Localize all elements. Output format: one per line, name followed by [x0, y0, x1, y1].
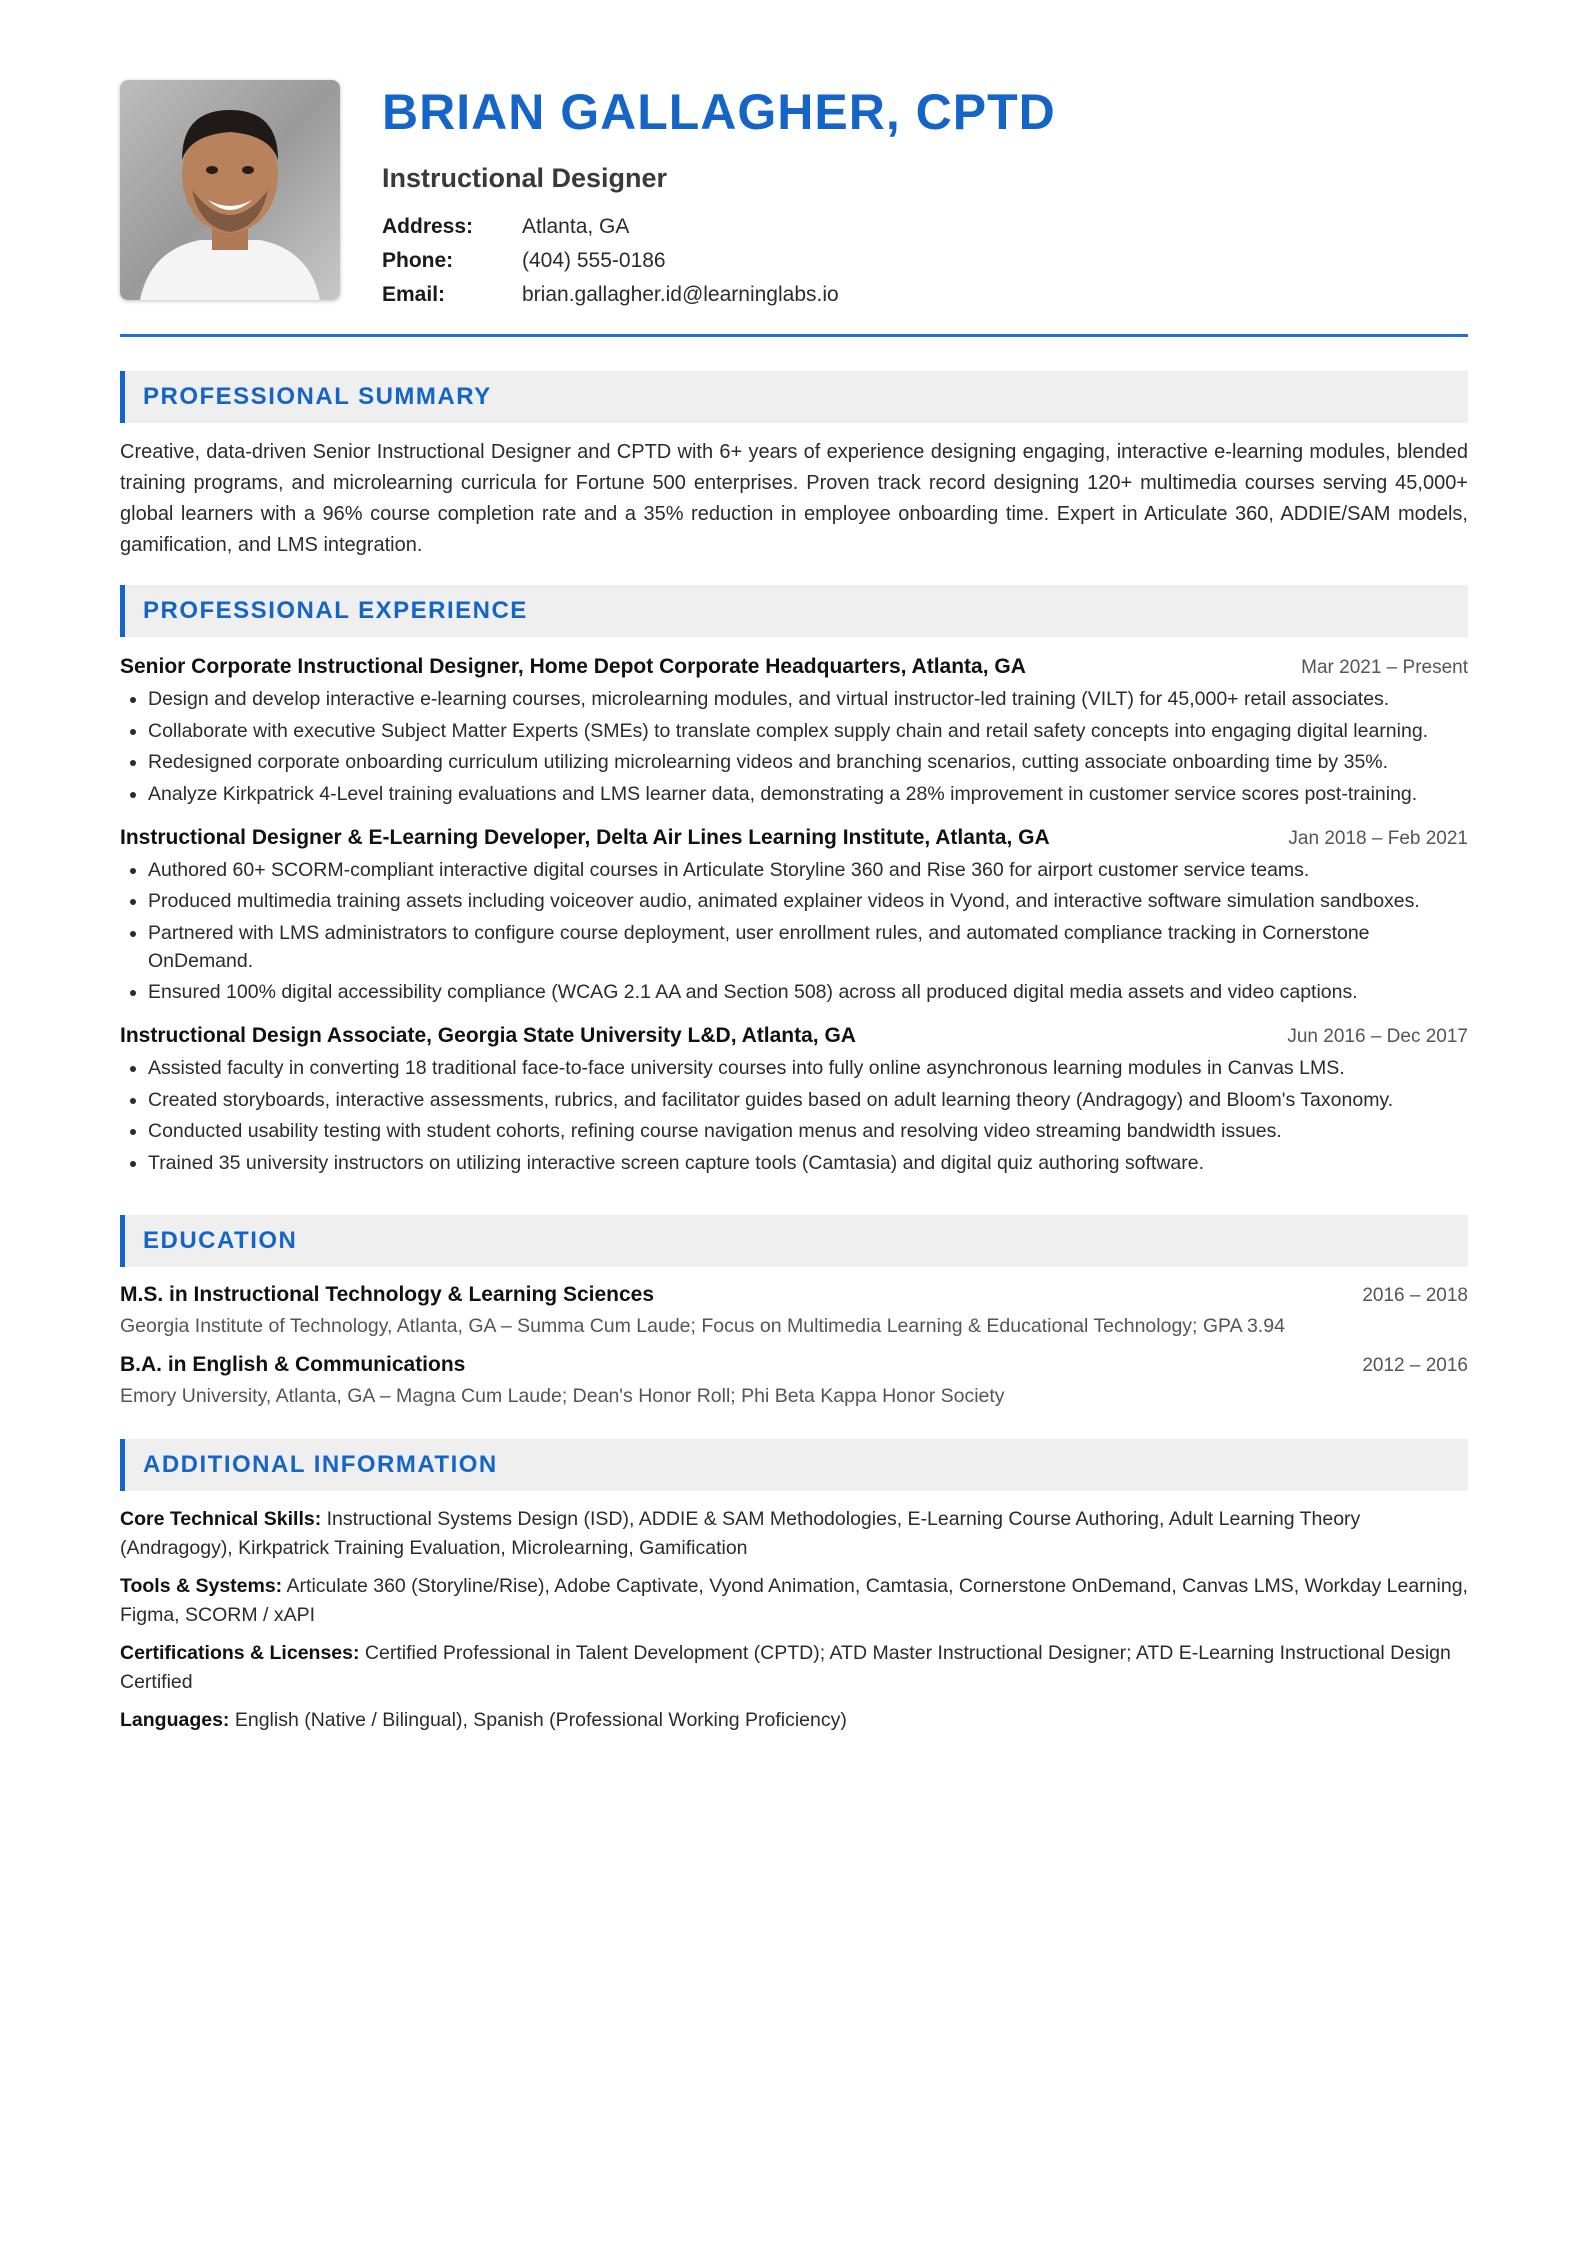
info-label: Core Technical Skills:: [120, 1507, 322, 1530]
job-bullet: • Trained 35 university instructors on utilizing interactive screen capture tools (Camtasia) and digital quiz authoring software.: [148, 1149, 1468, 1177]
info-text: Articulate 360 (Storyline/Rise), Adobe Captivate, Vyond Animation, Camtasia, Cornerstone OnDemand, Canvas LMS, Workday Learning, Figma, SCORM / xAPI: [120, 1574, 1468, 1626]
job-title: Senior Corporate Instructional Designer, Home Depot Corporate Headquarters, Atlanta, GA: [120, 655, 1026, 678]
contact-label: Email:: [382, 283, 446, 306]
education-entry: [120, 1279, 1468, 1341]
job-header: [120, 651, 1468, 683]
header-info: [382, 80, 1056, 312]
job-entry: [120, 822, 1468, 1007]
job-dates: Jan 2018 – Feb 2021: [1288, 827, 1468, 849]
job-bullet: • Analyze Kirkpatrick 4-Level training evaluations and LMS learner data, demonstrating a 28% improvement in customer service scores post-training.: [148, 780, 1468, 808]
info-core-skills: [120, 1505, 1468, 1563]
info-certifications: [120, 1639, 1468, 1697]
info-text: Certified Professional in Talent Development (CPTD); ATD Master Instructional Designer; ATD E-Learning Instructional Design Certified: [120, 1641, 1451, 1693]
job-bullet: • Conducted usability testing with student cohorts, refining course navigation menus and resolving video streaming bandwidth issues.: [148, 1117, 1468, 1145]
resume-header: [120, 0, 1468, 337]
education-dates: 2016 – 2018: [1362, 1284, 1468, 1306]
job-header: [120, 822, 1468, 854]
contact-email: [382, 278, 1056, 312]
job-bullet: • Created storyboards, interactive assessments, rubrics, and facilitator guides based on adult learning theory (Andragogy) and Bloom's Taxonomy.: [148, 1086, 1468, 1114]
education-detail: Georgia Institute of Technology, Atlanta, GA – Summa Cum Laude; Focus on Multimedia Learning & Educational Technology; GPA 3.94: [120, 1314, 1285, 1337]
info-tools: [120, 1572, 1468, 1630]
education-detail: Emory University, Atlanta, GA – Magna Cum Laude; Dean's Honor Roll; Phi Beta Kappa Honor Society: [120, 1384, 1005, 1407]
section-header-summary: [120, 371, 1468, 423]
contact-label: Phone:: [382, 249, 454, 272]
info-text: Instructional Systems Design (ISD), ADDIE & SAM Methodologies, E-Learning Course Authoring, Adult Learning Theory (Andragogy), Kirkpatrick Training Evaluation, Microlearning, Gamification: [120, 1507, 1361, 1559]
job-bullet: • Redesigned corporate onboarding curriculum utilizing microlearning videos and branching scenarios, cutting associate onboarding time by 35%.: [148, 748, 1468, 776]
job-header: [120, 1020, 1468, 1052]
info-text: English (Native / Bilingual), Spanish (Professional Working Proficiency): [229, 1708, 847, 1731]
job-bullet: • Produced multimedia training assets including voiceover audio, animated explainer videos in Vyond, and interactive software simulation sandboxes.: [148, 887, 1468, 915]
contact-value: brian.gallagher.id@learninglabs.io: [522, 283, 839, 306]
education-header: [120, 1279, 1468, 1311]
summary-text: Creative, data-driven Senior Instructional Designer and CPTD with 6+ years of experience designing engaging, interactive e-learning modules, blended training programs, and microlearning curricula for Fortune 500 enterprises. Proven track record designing 120+ multimedia courses serving 45,000+ global learners with a 96% course completion rate and a 35% reduction in employee onboarding time. Expert in Articulate 360, ADDIE/SAM models, gamification, and LMS integration.: [120, 441, 1468, 556]
contact-phone: [382, 244, 1056, 278]
job-bullet: • Partnered with LMS administrators to configure course deployment, user enrollment rules, and automated compliance tracking in Cornerstone OnDemand.: [148, 919, 1468, 975]
contact-value: Atlanta, GA: [522, 215, 630, 238]
info-label: Certifications & Licenses:: [120, 1641, 360, 1664]
job-bullet: • Design and develop interactive e-learning courses, microlearning modules, and virtual instructor-led training (VILT) for 45,000+ retail associates.: [148, 685, 1468, 713]
job-title: Instructional Design Associate, Georgia State University L&D, Atlanta, GA: [120, 1024, 856, 1047]
candidate-title: Instructional Designer: [382, 163, 668, 193]
info-languages: [120, 1706, 1468, 1735]
section-title: PROFESSIONAL SUMMARY: [143, 383, 492, 410]
job-dates: Mar 2021 – Present: [1301, 657, 1468, 678]
job-bullet: • Ensured 100% digital accessibility compliance (WCAG 2.1 AA and Section 508) across all produced digital media assets and video captions.: [148, 978, 1468, 1006]
contact-address: [382, 210, 1056, 244]
section-title: ADDITIONAL INFORMATION: [143, 1450, 498, 1478]
contact-value: (404) 555-0186: [522, 249, 666, 272]
job-bullet: • Authored 60+ SCORM-compliant interactive digital courses in Articulate Storyline 360 and Rise 360 for airport customer service teams.: [148, 856, 1468, 884]
job-entry: [120, 651, 1468, 808]
job-bullets: [120, 685, 1468, 808]
job-dates: Jun 2016 – Dec 2017: [1287, 1026, 1468, 1047]
candidate-name: BRIAN GALLAGHER, CPTD: [382, 84, 1056, 140]
contact-block: [382, 210, 1056, 312]
profile-photo-image: [120, 80, 340, 300]
section-header-additional: [120, 1439, 1468, 1491]
education-degree: B.A. in English & Communications: [120, 1352, 466, 1376]
education-header: [120, 1349, 1468, 1381]
section-header-education: [120, 1215, 1468, 1267]
section-title: EDUCATION: [143, 1226, 298, 1254]
info-label: Tools & Systems:: [120, 1574, 283, 1597]
job-bullets: [120, 856, 1468, 1007]
job-title: Instructional Designer & E-Learning Developer, Delta Air Lines Learning Institute, Atlanta, GA: [120, 825, 1050, 849]
info-label: Languages:: [120, 1708, 230, 1731]
education-entry: [120, 1349, 1468, 1411]
job-bullets: [120, 1054, 1468, 1177]
job-bullet: • Collaborate with executive Subject Matter Experts (SMEs) to translate complex supply chain and retail safety concepts into engaging digital learning.: [148, 717, 1468, 745]
education-dates: 2012 – 2016: [1362, 1354, 1468, 1376]
section-title: PROFESSIONAL EXPERIENCE: [143, 597, 528, 624]
job-entry: [120, 1020, 1468, 1177]
profile-photo: [120, 80, 340, 300]
job-bullet: • Assisted faculty in converting 18 traditional face-to-face university courses into fully online asynchronous learning modules in Canvas LMS.: [148, 1054, 1468, 1082]
education-degree: M.S. in Instructional Technology & Learning Sciences: [120, 1282, 655, 1306]
contact-label: Address:: [382, 215, 474, 238]
section-header-experience: [120, 585, 1468, 637]
